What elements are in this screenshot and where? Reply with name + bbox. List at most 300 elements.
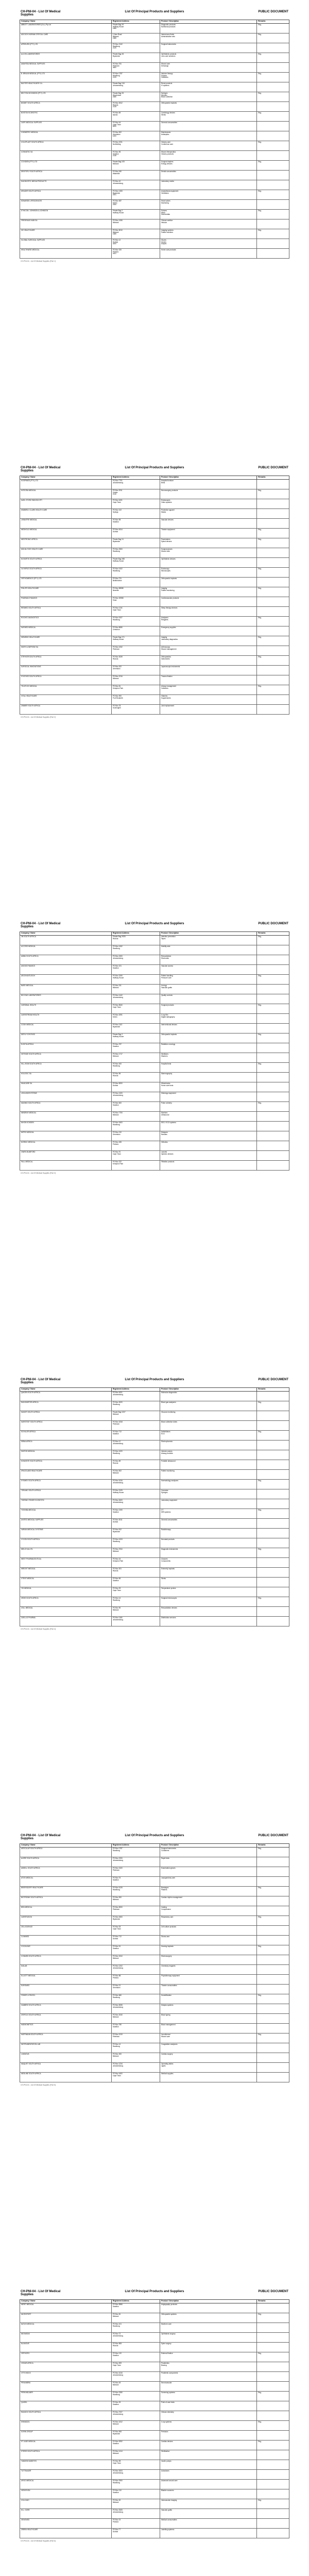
table-row: [20, 2332, 289, 2342]
table-row: [20, 1876, 289, 1886]
remarks-cell: [257, 1082, 289, 1092]
description-line: Dialysis systems: [161, 2004, 174, 2006]
address-line: PO Box 2280: [112, 2391, 123, 2394]
address-cell: [111, 1984, 160, 1994]
column-header: Product / Description: [160, 1844, 256, 1848]
description-cell: [160, 2499, 256, 2509]
description-line: Haematology analysers: [161, 1479, 179, 1482]
address-line: PO Box 78: [112, 704, 121, 707]
address-cell: [111, 1160, 160, 1170]
table-row: [20, 538, 289, 548]
address-line: 1685: [112, 37, 116, 40]
remarks-cell: [257, 675, 289, 685]
address-line: PO Box 91: [112, 1150, 121, 1153]
address-line: Cape Town: [112, 123, 121, 126]
company-name-cell: B. BRAUN MEDICAL (PTY) LTD: [20, 72, 112, 82]
description-line: Dressings: [161, 64, 169, 67]
description-line: Cannulae: [161, 1489, 168, 1492]
address-cell: [111, 1023, 160, 1033]
company-name-cell: RESMED SOUTH AFRICA: [20, 606, 112, 616]
address-cell: [111, 1557, 160, 1567]
address-line: Bryanston: [112, 540, 121, 543]
address-line: Woodmead: [112, 94, 122, 96]
address-line: Pinetown: [112, 1908, 119, 1910]
address-line: Randburg: [112, 569, 120, 572]
description-cell: [160, 43, 256, 53]
address-line: Johannesburg: [112, 1967, 124, 1969]
description-cell: [160, 577, 256, 587]
table-row: [20, 1867, 289, 1876]
company-name-cell: OTTO BOCK: [20, 2371, 112, 2381]
table-header-row: [20, 932, 289, 936]
address-cell: [111, 1587, 160, 1597]
description-cell: [160, 2004, 256, 2013]
description-cell: [160, 160, 256, 170]
address-line: Durban: [112, 1084, 118, 1087]
description-line: Stents: [161, 113, 166, 116]
address-cell: [111, 199, 160, 209]
description-cell: [160, 2313, 256, 2323]
address-line: PO Box 12: [112, 239, 121, 241]
description-line: Drapes: [161, 243, 167, 245]
company-name-cell: OLYMPUS SOUTH AFRICA: [20, 567, 112, 577]
remarks-cell: Reg.: [257, 587, 289, 597]
description-cell: [160, 499, 256, 509]
address-cell: [111, 1479, 160, 1489]
table-row: [20, 1411, 289, 1420]
address-line: Randburg: [112, 2325, 120, 2327]
description-line: Surgical microscopes: [161, 1597, 177, 1599]
address-line: PO Box 5252: [112, 2440, 123, 2443]
table-row: [20, 1528, 289, 1538]
description-line: Gloves: [161, 239, 166, 241]
company-name-cell: PHARMA DYNAMICS: [20, 597, 112, 606]
description-cell: [160, 1033, 256, 1043]
address-line: Cape Town: [112, 1589, 121, 1591]
address-line: Johannesburg: [112, 84, 124, 87]
table-row: [20, 964, 289, 974]
description-cell: [160, 1062, 256, 1072]
description-cell: [160, 1043, 256, 1053]
company-name-cell: CARDINAL HEALTH: [20, 1004, 112, 1013]
column-header: Remarks: [257, 476, 289, 480]
description-line: Patient handling: [161, 974, 173, 977]
description-line: Imaging: [161, 587, 167, 589]
table-row: [20, 1401, 289, 1411]
address-line: 0001: [112, 252, 116, 255]
company-name-cell: TERUMO SOUTH AFRICA: [20, 1489, 112, 1499]
table-row: [20, 1499, 289, 1509]
address-line: Tokai: [112, 599, 117, 601]
company-name-cell: COVIDIEN (PTY) LTD: [20, 160, 112, 170]
table-row: [20, 121, 289, 131]
table-row: [20, 101, 289, 111]
company-name-cell: CLINIMED: [20, 1935, 112, 1945]
remarks-cell: [257, 945, 289, 955]
company-name-cell: EDWARDS LIFESCIENCES: [20, 199, 112, 209]
remarks-cell: [257, 704, 289, 714]
description-line: Theatre equipment: [161, 528, 175, 531]
table-row: [20, 2043, 289, 2053]
description-line: Labelling systems: [161, 2528, 175, 2531]
address-cell: [111, 1004, 160, 1013]
address-line: Johannesburg: [112, 2064, 124, 2067]
company-name-cell: XENOMED: [20, 2518, 112, 2528]
remarks-cell: [257, 2062, 289, 2072]
remarks-cell: [257, 2013, 289, 2023]
description-line: Compression: [161, 1908, 171, 1910]
address-line: PO Box 320: [112, 248, 122, 251]
remarks-cell: [257, 1577, 289, 1587]
company-name-cell: LIVANOVA: [20, 2053, 112, 2062]
address-line: Cape Town: [112, 608, 121, 611]
address-line: 2118: [112, 493, 116, 496]
description-line: Wheelchairs: [161, 1082, 170, 1084]
description-line: Wound therapeutics: [161, 150, 176, 153]
address-line: PO Box 102: [112, 509, 122, 511]
description-line: Airway products: [161, 1452, 173, 1454]
table-row: [20, 1587, 289, 1597]
page-header-right: PUBLIC DOCUMENT: [258, 2290, 288, 2293]
column-header: Company / Name: [20, 2300, 112, 2303]
address-line: Sandton: [112, 1878, 119, 1881]
description-cell: [160, 1548, 256, 1557]
table-row: [20, 489, 289, 499]
address-line: PO Box 21: [112, 1984, 121, 1987]
column-header: Product / Description: [160, 20, 256, 24]
page-footer: CH-PNI-04 - List Of Medical Supplies (Part 6): [21, 2539, 56, 2542]
address-line: PO Box 77: [112, 2528, 121, 2531]
description-line: Advanced wound care: [161, 2479, 178, 2482]
address-line: PO Box 44: [112, 1557, 121, 1560]
company-name-cell: PALL MEDICAL: [20, 1160, 112, 1170]
address-line: PO Box 387: [112, 199, 122, 202]
address-line: Sandton: [112, 520, 119, 523]
page-header: [20, 1827, 289, 1843]
company-name-cell: ELEKTA AFRICA: [20, 1043, 112, 1053]
description-line: Vascular grafts: [161, 2509, 172, 2511]
address-line: PO Box 4152: [112, 945, 123, 947]
address-line: PO Box 1234: [112, 2062, 123, 2065]
company-name-cell: COCHLEAR: [20, 1945, 112, 1955]
column-header: Remarks: [257, 932, 289, 936]
remarks-cell: Reg.: [257, 33, 289, 43]
address-line: Johannesburg: [112, 2374, 124, 2376]
description-line: Sterilisers: [161, 1053, 168, 1055]
address-cell: [111, 2528, 160, 2538]
description-cell: [160, 528, 256, 538]
address-line: PO Box 30958: [112, 597, 124, 599]
table-row: [20, 955, 289, 964]
description-line: Newborn care: [161, 2323, 171, 2325]
table-row: [20, 239, 289, 248]
address-cell: [111, 121, 160, 131]
description-line: Theatre consumables: [161, 1984, 177, 1987]
description-line: Plasters: [161, 1888, 167, 1891]
remarks-cell: Reg.: [257, 1994, 289, 2004]
description-cell: [160, 1420, 256, 1430]
supplier-table: [20, 931, 289, 1171]
table-row: [20, 150, 289, 160]
address-line: PO Box 5000: [112, 1906, 123, 1908]
address-cell: [111, 82, 160, 92]
address-cell: [111, 1411, 160, 1420]
address-line: PO Box 600: [112, 1101, 122, 1104]
address-cell: [111, 2033, 160, 2043]
remarks-cell: Reg.: [257, 1597, 289, 1606]
column-header: Company / Name: [20, 476, 112, 480]
page-footer: CH-PNI-04 - List Of Medical Supplies (Part 4): [21, 1628, 56, 1630]
address-line: PO Box 4500: [112, 1916, 123, 1918]
description-cell: [160, 548, 256, 557]
description-line: X-ray film: [161, 1013, 168, 1016]
address-line: Kempton Park: [112, 687, 124, 689]
table-row: [20, 499, 289, 509]
remarks-cell: Reg.: [257, 2033, 289, 2043]
page-header-title: List Of Principal Products and Suppliers: [125, 1378, 184, 1381]
description-line: IV systems: [161, 84, 169, 87]
address-line: Halfway House: [112, 211, 124, 214]
column-header: Company / Name: [20, 1388, 112, 1392]
company-name-cell: LEMAITRE MEDICAL: [20, 518, 112, 528]
description-line: Extremity implants: [161, 1567, 175, 1570]
address-line: PO Box 29: [112, 1587, 121, 1589]
description-line: Temperature probes: [161, 1587, 176, 1589]
description-cell: [160, 2013, 256, 2023]
page-header: [20, 2283, 289, 2299]
address-cell: [111, 2460, 160, 2469]
description-cell: [160, 2062, 256, 2072]
description-line: Blood management: [161, 2023, 176, 2026]
remarks-cell: [257, 101, 289, 111]
supplier-table: [20, 20, 289, 259]
address-line: Johannesburg: [112, 2334, 124, 2337]
table-row: [20, 1072, 289, 1082]
description-line: Cardiac rhythm management: [161, 1896, 183, 1899]
address-cell: [111, 1994, 160, 2004]
table-row: [20, 2430, 289, 2440]
description-line: Patient monitoring: [161, 589, 175, 591]
company-name-cell: DIALAB: [20, 1964, 112, 1974]
description-cell: [160, 2043, 256, 2053]
remarks-cell: [257, 2528, 289, 2538]
description-cell: [160, 190, 256, 199]
address-line: PO Box 512: [112, 1528, 122, 1531]
description-cell: [160, 1160, 256, 1170]
address-cell: [111, 1033, 160, 1043]
remarks-cell: [257, 1160, 289, 1170]
remarks-cell: [257, 1538, 289, 1548]
address-line: Johannesburg: [112, 1393, 124, 1396]
address-line: PO Box 5540: [112, 1004, 123, 1006]
remarks-cell: Reg.: [257, 1847, 289, 1857]
description-cell: [160, 2460, 256, 2469]
remarks-cell: [257, 2460, 289, 2469]
table-row: [20, 2401, 289, 2411]
address-cell: [111, 616, 160, 626]
address-line: PO Box 88: [112, 1974, 121, 1977]
address-line: 2125: [112, 47, 116, 49]
description-cell: [160, 1023, 256, 1033]
remarks-cell: [257, 1925, 289, 1935]
address-cell: [111, 1567, 160, 1577]
table-row: [20, 1043, 289, 1053]
company-name-cell: ROCHE DIAGNOSTICS: [20, 616, 112, 626]
address-line: Midrand: [112, 2501, 119, 2503]
address-cell: [111, 665, 160, 675]
description-cell: [160, 1499, 256, 1509]
company-name-cell: W.L. GORE: [20, 2509, 112, 2518]
table-row: [20, 33, 289, 43]
address-cell: [111, 1528, 160, 1538]
address-cell: [111, 1896, 160, 1906]
company-name-cell: HEALTHWISE MEDICAL: [20, 248, 112, 258]
description-cell: [160, 199, 256, 209]
address-cell: [111, 1430, 160, 1440]
address-line: PO Box 8080: [112, 626, 123, 629]
address-cell: [111, 1150, 160, 1160]
company-name-cell: MASIMO SOUTH AFRICA: [20, 1101, 112, 1111]
address-line: PO Box 1134: [112, 606, 123, 609]
description-cell: [160, 82, 256, 92]
remarks-cell: [257, 1857, 289, 1867]
address-line: Pinetown: [112, 648, 119, 650]
description-cell: [160, 984, 256, 994]
address-line: PO Box 221: [112, 964, 122, 967]
company-name-cell: BOSTON SCIENTIFIC: [20, 111, 112, 121]
remarks-cell: Reg.: [257, 92, 289, 101]
remarks-cell: [257, 984, 289, 994]
company-name-cell: THERMO FISHER SCIENTIFIC: [20, 1499, 112, 1509]
address-line: Germiston: [112, 1133, 121, 1136]
description-line: Patient monitoring: [161, 1469, 175, 1472]
address-line: PO Box 14: [112, 2043, 121, 2045]
remarks-cell: Reg.: [257, 2499, 289, 2509]
address-line: PO Box 2231: [112, 141, 123, 143]
company-name-cell: SPACELABS HEALTHCARE: [20, 1469, 112, 1479]
table-row: [20, 1906, 289, 1916]
description-line: Diagnostic products: [161, 23, 176, 26]
description-cell: [160, 2303, 256, 2313]
page-header-title: List Of Principal Products and Suppliers: [125, 466, 184, 469]
address-line: Sandton: [112, 1045, 119, 1047]
address-cell: [111, 23, 160, 33]
description-line: Clinical nutrition: [161, 219, 173, 222]
remarks-cell: Reg.: [257, 636, 289, 646]
address-cell: [111, 2518, 160, 2528]
remarks-cell: Reg.: [257, 23, 289, 33]
description-line: Orthopaedic implants: [161, 1033, 177, 1036]
remarks-cell: [257, 43, 289, 53]
table-row: [20, 2528, 289, 2538]
address-line: PO Box 56: [112, 1072, 121, 1075]
company-name-cell: 3M SOUTH AFRICA: [20, 935, 112, 945]
remarks-cell: [257, 1587, 289, 1597]
address-line: PO Box 1025: [112, 1886, 123, 1889]
description-line: Trauma fixation: [161, 675, 173, 677]
address-line: PO Box 81: [112, 2313, 121, 2315]
address-line: PO Box 2142: [112, 43, 123, 45]
description-cell: [160, 1994, 256, 2004]
address-cell: [111, 2043, 160, 2053]
description-line: Ultrasound: [161, 1113, 169, 1116]
address-line: Newville: [112, 589, 119, 591]
address-line: Halfway House: [112, 25, 124, 28]
description-cell: [160, 2342, 256, 2352]
remarks-cell: [257, 1460, 289, 1469]
address-line: Rivonia: [112, 104, 118, 106]
description-line: Infusion pumps: [161, 1450, 173, 1452]
address-line: Midrand: [112, 986, 119, 989]
description-cell: [160, 2072, 256, 2082]
address-cell: [111, 1043, 160, 1053]
address-cell: [111, 1440, 160, 1450]
table-row: [20, 606, 289, 616]
company-name-cell: LEICA BIOSYSTEMS: [20, 1092, 112, 1101]
description-line: Neurosurgery products: [161, 489, 178, 492]
address-line: Sandton: [112, 2491, 119, 2494]
description-line: Stents: [161, 1577, 166, 1580]
description-line: General consumables: [161, 1518, 177, 1521]
table-row: [20, 1391, 289, 1401]
description-line: Masks: [161, 511, 166, 513]
company-name-cell: VYGON SOUTH AFRICA: [20, 1538, 112, 1548]
address-line: PO Box 1616: [112, 1479, 123, 1482]
description-cell: [160, 1450, 256, 1460]
description-cell: [160, 557, 256, 567]
table-row: [20, 1053, 289, 1062]
company-name-cell: GLOBAL SURGICAL SUPPLIES: [20, 239, 112, 248]
address-cell: [111, 1964, 160, 1974]
address-line: PO Box 55: [112, 150, 121, 153]
address-line: Randburg: [112, 618, 120, 621]
address-line: PO Box 606: [112, 2430, 122, 2433]
remarks-cell: [257, 1964, 289, 1974]
table-row: [20, 53, 289, 62]
address-line: Halfway House: [112, 976, 124, 979]
remarks-cell: [257, 1906, 289, 1916]
company-name-cell: CONMED SOUTH AFRICA: [20, 1955, 112, 1964]
address-line: 1685: [112, 27, 116, 30]
address-line: Midrand: [112, 2055, 119, 2057]
address-line: Midrand: [112, 1957, 119, 1959]
company-name-cell: YSI MEDICAL: [20, 1587, 112, 1597]
address-line: Port Elizabeth: [112, 697, 123, 699]
address-line: PO Box 2525: [112, 2509, 123, 2511]
table-row: [20, 1955, 289, 1964]
address-cell: [111, 964, 160, 974]
table-row: [20, 248, 289, 258]
address-line: PO Box 2500: [112, 548, 123, 550]
address-line: PO Box 1003: [112, 1538, 123, 1540]
table-row: [20, 1469, 289, 1479]
address-line: Johannesburg: [112, 182, 124, 184]
table-row: [20, 1131, 289, 1141]
remarks-cell: [257, 2072, 289, 2082]
description-line: ECG: [161, 1432, 165, 1435]
page-header: [20, 915, 289, 931]
address-line: Johannesburg: [112, 2006, 124, 2008]
description-line: Needles: [161, 94, 167, 96]
table-row: [20, 2013, 289, 2023]
description-cell: [160, 945, 256, 955]
company-name-cell: OWEN MUMFORD: [20, 1150, 112, 1160]
supplier-table: [20, 2299, 289, 2538]
table-row: [20, 1548, 289, 1557]
remarks-cell: [257, 1092, 289, 1101]
table-row: [20, 1460, 289, 1469]
description-cell: [160, 1597, 256, 1606]
